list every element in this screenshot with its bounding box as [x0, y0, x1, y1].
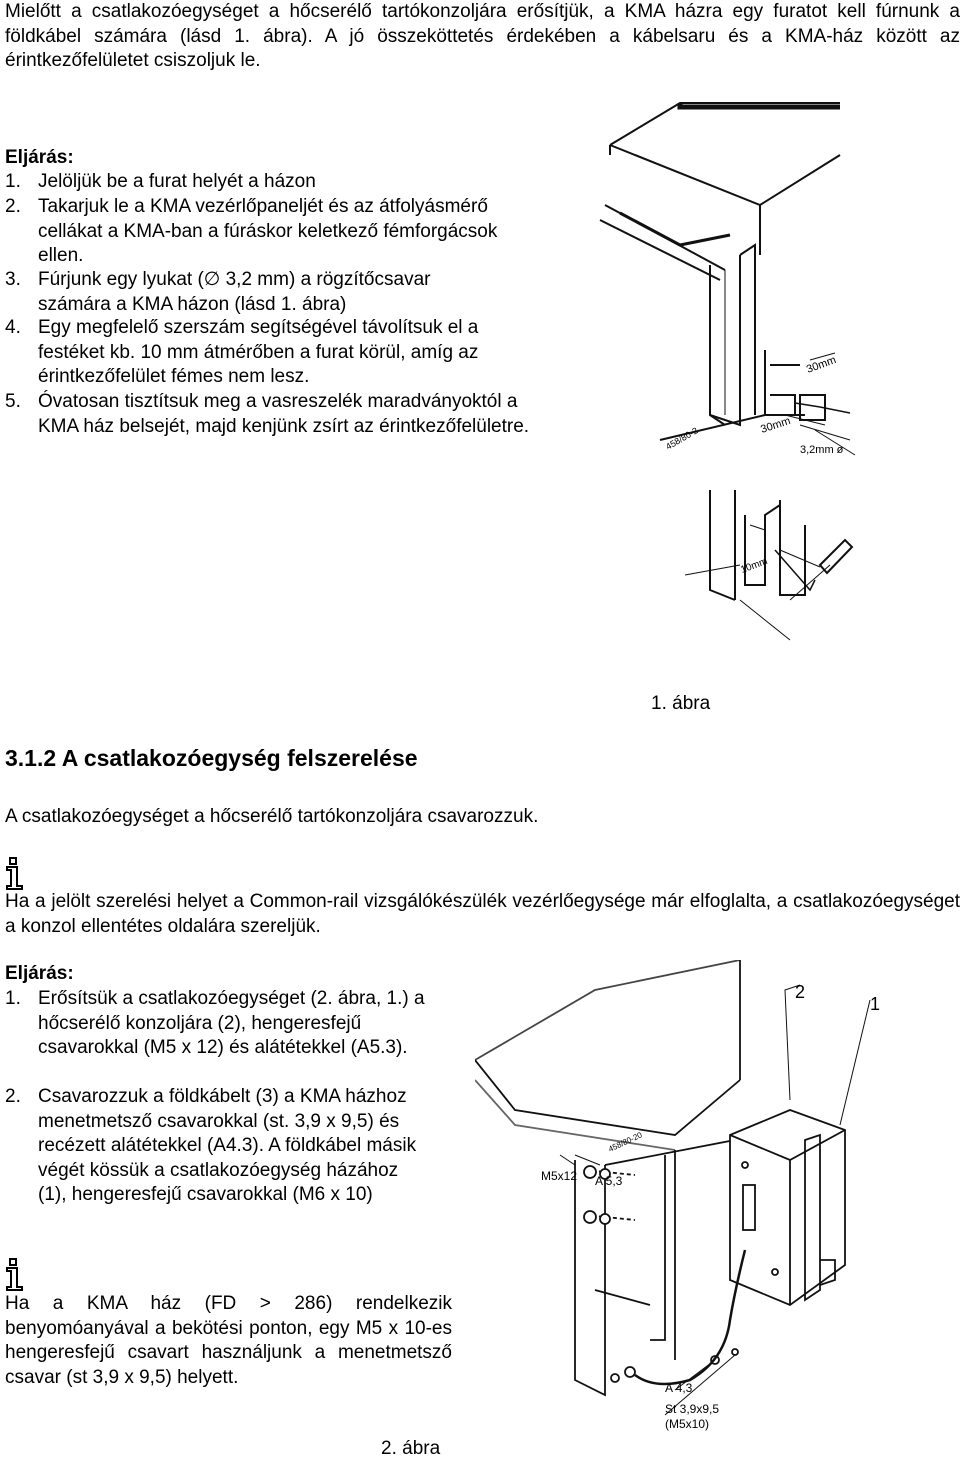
step-text: Óvatosan tisztítsuk meg a vasreszelék maradványoktól a KMA ház belsejét, majd kenjünk zsírt az érintkezőfelületre.: [38, 391, 530, 437]
fig1-dim-label-3: 10mm: [739, 555, 770, 576]
step-number: 3.: [5, 269, 21, 290]
procedure1-step-3: [5, 268, 505, 317]
note-paragraph-2: Ha a KMA ház (FD > 286) rendelkezik benyomóanyával a bekötési ponton, egy M5 x 10-es hengeresfejű csavart használjunk a menetmetsző csavar (st 3,9 x 9,5) helyett.: [5, 1293, 452, 1388]
fig2-st-label: St 3,9x9,5: [665, 1402, 720, 1416]
figure-2-mounting-illustration: [475, 960, 960, 1438]
step-number: 2.: [5, 1086, 21, 1107]
procedure1-step-5: [5, 390, 535, 439]
procedure1-step-4: [5, 316, 525, 390]
fig1-dim-label-2: 30mm: [759, 414, 792, 436]
step-text: Erősítsük a csatlakozóegységet (2. ábra, 1.) a hőcserélő konzoljára (2), hengeresfejű csavarokkal (M5 x 12) és alátétekkel (A5.3).: [38, 988, 425, 1058]
figure-1-caption: 1. ábra: [651, 693, 711, 714]
step-text: Takarjuk le a KMA vezérlőpaneljét és az átfolyásmérő cellákat a KMA-ban a fúráskor keletkező fémforgácsok ellen.: [38, 196, 498, 266]
fig2-a53-label: A 5,3: [595, 1174, 623, 1188]
fig2-m5-label: M5x12: [541, 1169, 578, 1183]
step-text: Csavarozzuk a földkábelt (3) a KMA házhoz menetmetsző csavarokkal (st. 3,9 x 9,5) és recézett alátétekkel (A4.3). A földkábel másik végét kössük a csatlakozóegység házához (1), hengeresfejű csavarokkal (M6 x 10): [38, 1086, 417, 1205]
step-text: Fúrjunk egy lyukat (∅ 3,2 mm) a rögzítőcsavar számára a KMA házon (lásd 1. ábra): [38, 269, 431, 315]
fig2-m5x10-label: (M5x10): [665, 1417, 710, 1431]
fig1-part-label: 458/80-2: [664, 425, 700, 452]
step-number: 1.: [5, 171, 21, 192]
section-lead: A csatlakozóegységet a hőcserélő tartókonzoljára csavarozzuk.: [5, 806, 539, 827]
step-text: Jelöljük be a furat helyét a házon: [38, 171, 316, 192]
fig1-dim-label-1: 30mm: [804, 354, 838, 376]
procedure2-step-2: [5, 1085, 425, 1208]
note-paragraph-1: Ha a jelölt szerelési helyet a Common-rail vizsgálókészülék vezérlőegysége már elfoglalta, a csatlakozóegységet a konzol ellentétes oldalára szereljük.: [5, 891, 960, 937]
figure-2-caption: 2. ábra: [381, 1438, 441, 1459]
procedure2-step-1: [5, 987, 430, 1061]
step-number: 4.: [5, 317, 21, 338]
info-icon: [4, 1257, 26, 1291]
fig2-part-label: 458/80-20: [607, 1130, 644, 1154]
procedure-heading-2: Eljárás:: [5, 963, 74, 984]
intro-paragraph: Mielőtt a csatlakozóegységet a hőcserélő tartókonzoljára erősítjük, a KMA házra egy furatot kell fúrnunk a földkábel számára (lásd 1. ábra). A jó összeköttetés érdekében a kábelsaru és a KMA-ház között az érintkezőfelületet csiszoljuk le.: [5, 1, 960, 71]
step-text: Egy megfelelő szerszám segítségével távolítsuk el a festéket kb. 10 mm átmérőben a furat körül, amíg az érintkezőfelület fémes nem lesz.: [38, 317, 479, 387]
procedure1-step-2: [5, 195, 525, 269]
step-number: 2.: [5, 196, 21, 217]
fig2-callout-2: 2: [795, 982, 806, 1002]
procedure-heading-1: Eljárás:: [5, 147, 74, 168]
fig2-a43-label: A 4,3: [665, 1381, 693, 1395]
procedure1-step-1: [5, 170, 525, 195]
fig1-hole-label: 3,2mm ø: [800, 444, 844, 456]
figure-1-drilling-illustration: [590, 95, 880, 675]
step-number: 1.: [5, 988, 21, 1009]
step-number: 5.: [5, 391, 21, 412]
info-icon: [4, 856, 26, 890]
fig2-callout-1: 1: [870, 994, 881, 1014]
section-title: 3.1.2 A csatlakozóegység felszerelése: [5, 745, 418, 771]
